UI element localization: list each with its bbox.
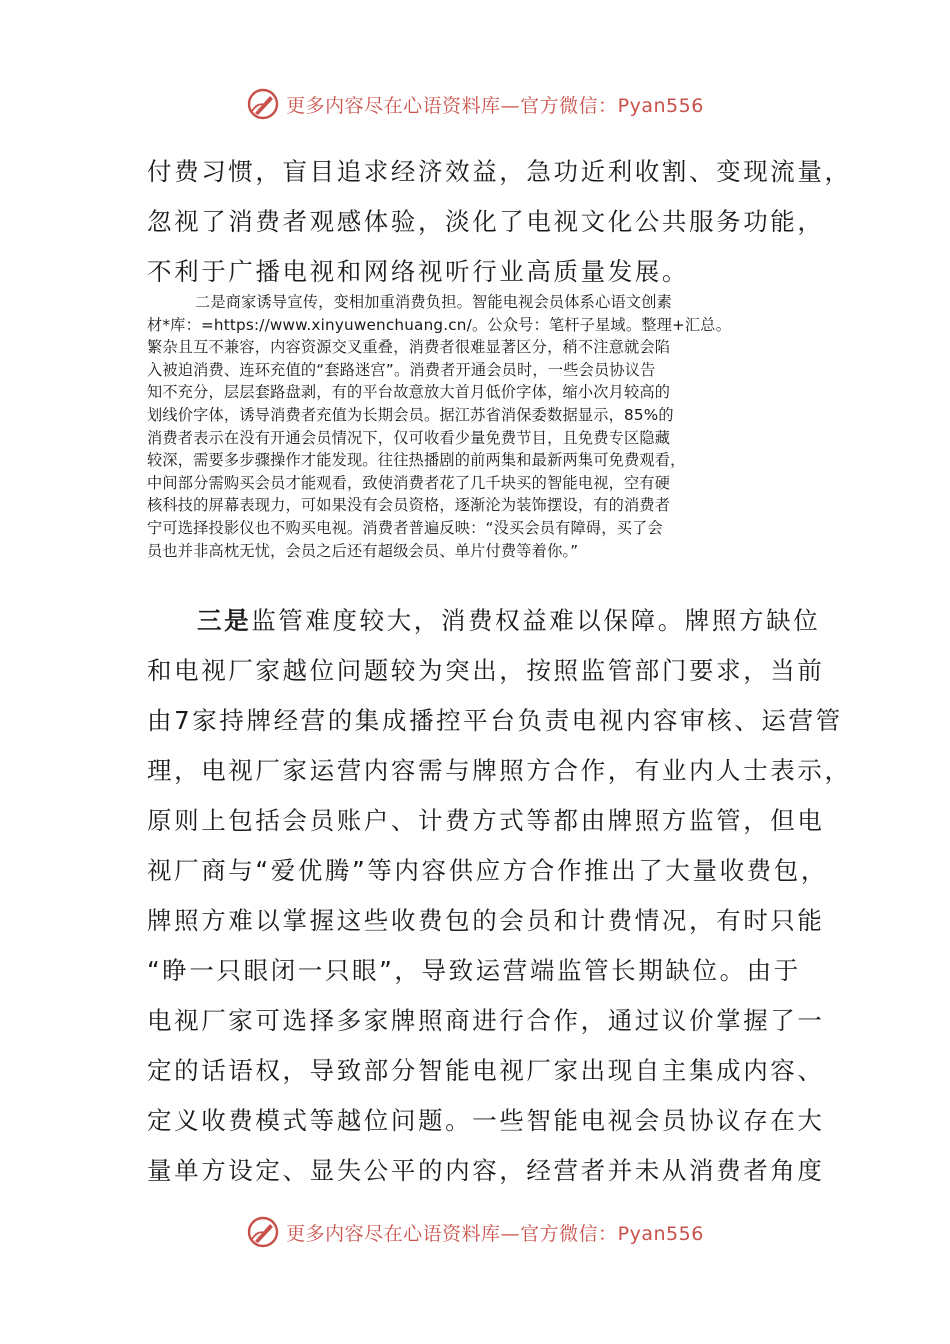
text-line: 核科技的屏幕表现力，可如果没有会员资格，逐渐沦为装饰摆设，有的消费者 [147, 496, 671, 515]
quill-pen-logo-icon [246, 87, 280, 121]
banner-text: 更多内容尽在心语资料库—官方微信：Pyan556 [286, 94, 704, 117]
text-line: 三是监管难度较大，消费权益难以保障。牌照方缺位 [197, 606, 821, 635]
text-line: 中间部分需购买会员才能观看，致使消费者花了几千块买的智能电视，空有硬 [147, 473, 671, 492]
text-line: 定的话语权，导致部分智能电视厂家出现自主集成内容、 [147, 1056, 825, 1085]
text-line: 繁杂且互不兼容，内容资源交叉重叠，消费者很难显著区分，稍不注意就会陷 [147, 338, 671, 357]
text-line: 付费习惯，盲目追求经济效益，急功近利收割、变现流量， [147, 157, 852, 186]
text-line: 电视厂家可选择多家牌照商进行合作，通过议价掌握了一 [147, 1006, 825, 1035]
text-line: 不利于广播电视和网络视听行业高质量发展。 [147, 257, 689, 286]
paragraph-small-print [147, 291, 807, 562]
text-line: 理，电视厂家运营内容需与牌照方合作，有业内人士表示， [147, 756, 852, 785]
text-line: 量单方设定、显失公平的内容，经营者并未从消费者角度 [147, 1156, 825, 1185]
paragraph-continuation [147, 147, 852, 297]
text-line: 宁可选择投影仪也不购买电视。消费者普遍反映：“没买会员有障碍，买了会 [147, 518, 663, 537]
paragraph-supervision [147, 596, 852, 1196]
text-line: 忽视了消费者观感体验，淡化了电视文化公共服务功能， [147, 207, 825, 236]
text-line: 入被迫消费、连环充值的“套路迷宫”。消费者开通会员时，一些会员协议告 [147, 360, 656, 379]
header-banner [0, 84, 950, 124]
text-line: 和电视厂家越位问题较为突出，按照监管部门要求，当前 [147, 656, 825, 685]
text-line: 知不充分，层层套路盘剥，有的平台故意放大首月低价字体，缩小次月较高的 [147, 383, 671, 402]
text-line: 原则上包括会员账户、计费方式等都由牌照方监管，但电 [147, 806, 825, 835]
text-line: 划线价字体，诱导消费者充值为长期会员。据江苏省消保委数据显示，85%的 [147, 405, 674, 424]
text-line: 消费者表示在没有开通会员情况下，仅可收看少量免费节目，且免费专区隐藏 [147, 428, 671, 447]
footer-banner [0, 1212, 950, 1252]
quill-pen-logo-icon [246, 1215, 280, 1249]
text-line: 较深，需要多步骤操作才能发现。往往热播剧的前两集和最新两集可免费观看， [147, 451, 686, 470]
text-line: “睁一只眼闭一只眼”，导致运营端监管长期缺位。由于 [147, 956, 801, 985]
paragraph-lead: 三是 [197, 606, 252, 635]
text-line: 二是商家诱导宣传，变相加重消费负担。智能电视会员体系心语文创素 [195, 293, 673, 311]
text-line: 由7家持牌经营的集成播控平台负责电视内容审核、运营管 [147, 706, 843, 735]
text-line: 员也并非高枕无忧，会员之后还有超级会员、单片付费等着你。” [147, 541, 579, 560]
text-line: 材*库：=https://www.xinyuwenchuang.cn/。公众号：笔杆子星域。整理+汇总。 [147, 315, 732, 334]
banner-text: 更多内容尽在心语资料库—官方微信：Pyan556 [286, 1222, 704, 1245]
text-line: 定义收费模式等越位问题。一些智能电视会员协议存在大 [147, 1106, 825, 1135]
text-line: 视厂商与“爱优腾”等内容供应方合作推出了大量收费包， [147, 856, 828, 885]
text-line: 牌照方难以掌握这些收费包的会员和计费情况，有时只能 [147, 906, 825, 935]
